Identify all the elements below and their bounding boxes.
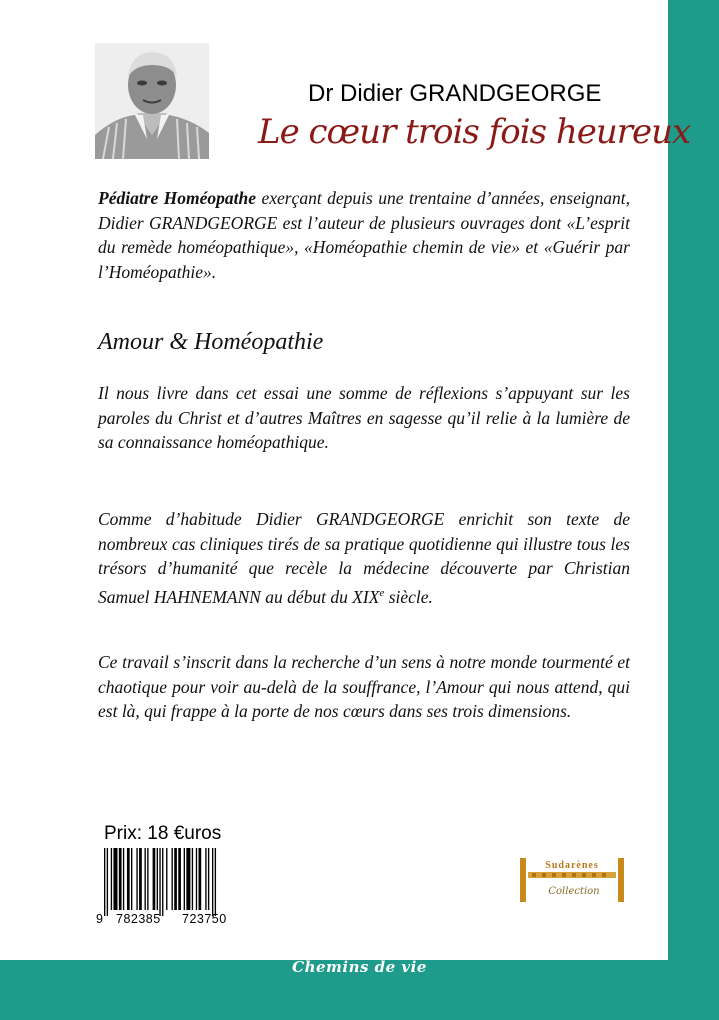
barcode-bar xyxy=(157,848,158,910)
barcode-bar xyxy=(192,848,193,910)
barcode-bar xyxy=(111,848,112,910)
author-photo xyxy=(95,43,209,159)
barcode-bar xyxy=(215,848,216,916)
publisher-logo-bottom: Collection xyxy=(548,886,600,897)
barcode-bar xyxy=(174,848,177,910)
paragraph-1: Il nous livre dans cet essai une somme de réflexions s’appuyant sur les paroles du Christ et d’autres Maîtres en sagesse qu’il relie à la lumière de sa connaissance homéopathique. xyxy=(98,383,630,452)
author-bio xyxy=(98,186,630,284)
isbn-group-1: 782385 xyxy=(116,912,161,926)
isbn-first-digit: 9 xyxy=(96,912,103,926)
barcode-bar xyxy=(172,848,173,910)
barcode-bar xyxy=(136,848,137,910)
price-label: Prix: 18 €uros xyxy=(104,823,222,844)
barcode-bar xyxy=(186,848,190,910)
barcode-bar xyxy=(162,848,163,916)
barcode-bar xyxy=(127,848,130,910)
barcode-bar xyxy=(199,848,202,910)
author-name: Dr Didier GRANDGEORGE xyxy=(308,80,602,107)
barcode-bar xyxy=(113,848,117,910)
barcode-bar xyxy=(166,848,167,910)
barcode-bar xyxy=(184,848,185,910)
barcode-bar xyxy=(178,848,181,910)
barcode-bar xyxy=(153,848,156,910)
barcode-bar xyxy=(159,848,160,916)
barcode-bar xyxy=(123,848,124,910)
section-title: Amour & Homéopathie xyxy=(98,329,324,355)
barcode-bar xyxy=(212,848,213,916)
series-name: Chemins de vie xyxy=(292,958,427,976)
barcode-bar xyxy=(205,848,206,910)
century-word: siècle. xyxy=(384,586,433,607)
isbn-group-2: 723750 xyxy=(182,912,227,926)
publisher-logo-top: Sudarènes xyxy=(545,860,599,871)
publisher-logo xyxy=(518,856,626,906)
paragraph-2-text: Comme d’habitude Didier GRANDGEORGE enrichit son texte de nombreux cas cliniques tirés de sa pratique quotidienne qui illustre tous les trésors d’humanité que recèle la médecine découverte par Christian Samuel HAHNEMANN au début du xyxy=(98,509,630,607)
barcode-bar xyxy=(139,848,142,910)
book-title: Le cœur trois fois heureux xyxy=(258,112,691,152)
bio-lead: Pédiatre Homéopathe xyxy=(98,188,257,208)
barcode-bar xyxy=(131,848,132,910)
bio-text: exerçant depuis une trentaine d’années, enseignant, Didier GRANDGEORGE est l’auteur de plusieurs ouvrages dont «L’esprit du remède homéopathique», «Homéopathie chemin de vie» et «Guérir par l’Homéopathie». xyxy=(98,188,630,282)
paragraph-3: Ce travail s’inscrit dans la recherche d’un sens à notre monde tourmenté et chaotique pour voir au-delà de la souffrance, l’Amour qui nous attend, qui est là, qui frappe à la porte de nos cœurs dans ses trois dimensions. xyxy=(98,652,630,721)
barcode-bar xyxy=(104,848,105,916)
barcode-bar xyxy=(107,848,108,916)
century-sup: e xyxy=(379,586,385,599)
paragraph-2 xyxy=(98,507,630,609)
barcode-bar xyxy=(208,848,209,910)
barcode-bar xyxy=(147,848,148,910)
century-roman: XIX xyxy=(352,586,380,607)
barcode-bar xyxy=(196,848,197,910)
barcode-bar xyxy=(119,848,122,910)
barcode-bar xyxy=(145,848,146,910)
